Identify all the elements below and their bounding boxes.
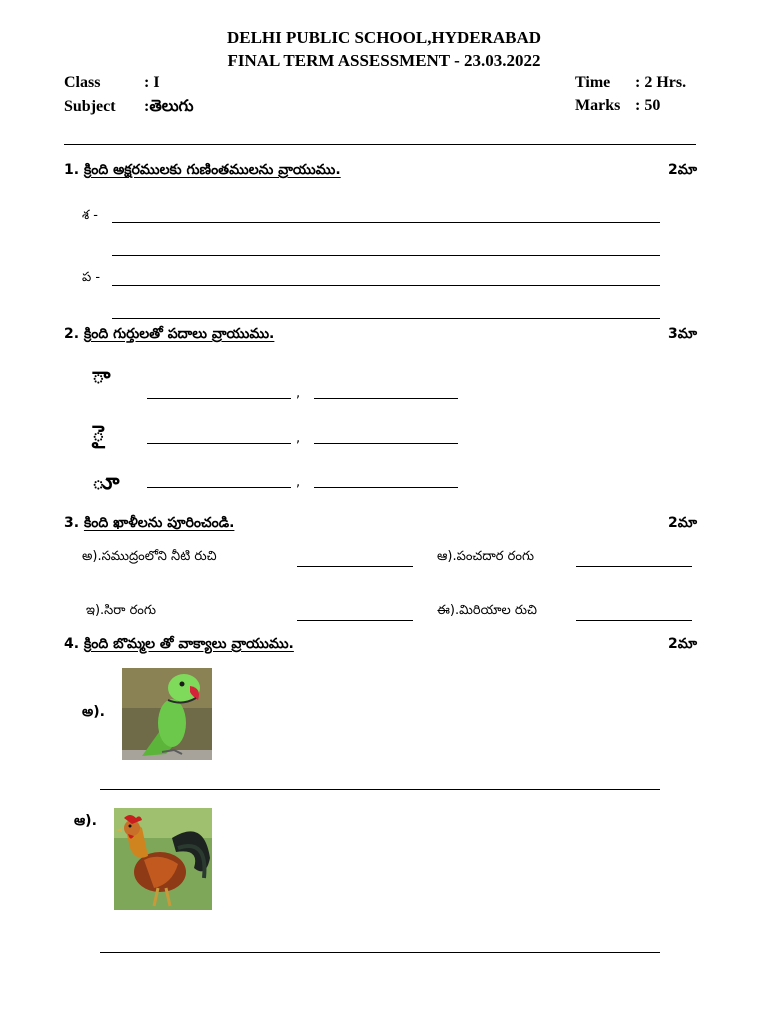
q3-item-3: ఇ).సిరా రంగు [86,603,156,618]
q3-item-4: ఈ).మిరియాల రుచి [437,603,537,618]
time-value: : 2 Hrs. [635,74,687,91]
separator: , [296,386,301,401]
question-2 [64,326,274,345]
q4-item-2: ఆ). [74,813,97,829]
q4-answer-line[interactable] [100,789,660,790]
exam-title: FINAL TERM ASSESSMENT - 23.03.2022 [227,51,541,70]
sign-glyph: ూ [92,470,120,495]
question-3-text: కింది ఖాళీలను పూరించండి. [83,515,235,531]
parrot-image [122,668,212,760]
time-label: Time [575,74,611,91]
q3-answer-line[interactable] [576,620,692,621]
question-4-text: క్రింది బొమ్మల తో వాక్యాలు వ్రాయుము. [83,636,294,652]
question-1 [64,162,341,181]
q2-answer-line[interactable] [314,487,458,488]
q3-answer-line[interactable] [297,620,413,621]
question-1-marks: 2మా [668,162,698,178]
marks-value: : 50 [635,97,661,114]
q1-answer-line[interactable] [112,285,660,286]
q3-answer-line[interactable] [576,566,692,567]
rooster-image [114,808,212,910]
q2-answer-line[interactable] [147,398,291,399]
q3-item-2: ఆ).పంచదార రంగు [437,549,535,564]
marks-label: Marks [575,97,621,114]
sign-glyph: ై [92,422,105,447]
marks-row [575,97,660,115]
rooster-illustration [114,808,212,910]
q1-letter-2: ప - [82,270,101,285]
q4-item-1: అ). [82,704,105,720]
subject-row [64,97,194,119]
separator: , [296,431,301,446]
question-1-text: క్రింది అక్షరములకు గుణింతములను వ్రాయుము. [83,162,341,178]
time-row [575,74,686,92]
question-4 [64,636,294,655]
q1-answer-line[interactable] [112,255,660,256]
separator: , [296,475,301,490]
question-4-marks: 2మా [668,636,698,652]
question-4-number: 4. [64,636,80,652]
q1-answer-line[interactable] [112,318,660,319]
q2-answer-line[interactable] [314,443,458,444]
q1-letter-1: శ - [82,208,98,223]
q3-item-1: అ).సముద్రంలోని నీటి రుచి [82,549,217,564]
question-3-marks: 2మా [668,515,698,531]
question-3 [64,515,234,534]
question-2-marks: 3మా [668,326,698,342]
q3-answer-line[interactable] [297,566,413,567]
class-label: Class [64,74,101,91]
header-divider [64,144,696,145]
q2-answer-line[interactable] [147,443,291,444]
school-name: DELHI PUBLIC SCHOOL,HYDERABAD [226,28,542,47]
subject-value: :తెలుగు [144,98,194,115]
question-3-number: 3. [64,515,80,531]
q1-answer-line[interactable] [112,222,660,223]
subject-label: Subject [64,98,116,115]
parrot-illustration [122,668,212,760]
q2-answer-line[interactable] [314,398,458,399]
class-row [64,74,160,92]
question-2-text: క్రింది గుర్తులతో పదాలు వ్రాయుము. [83,326,275,342]
question-2-number: 2. [64,326,80,342]
q4-answer-line[interactable] [100,952,660,953]
class-value: : I [144,74,160,91]
sign-glyph: ా [92,364,111,389]
question-1-number: 1. [64,162,80,178]
q2-answer-line[interactable] [147,487,291,488]
